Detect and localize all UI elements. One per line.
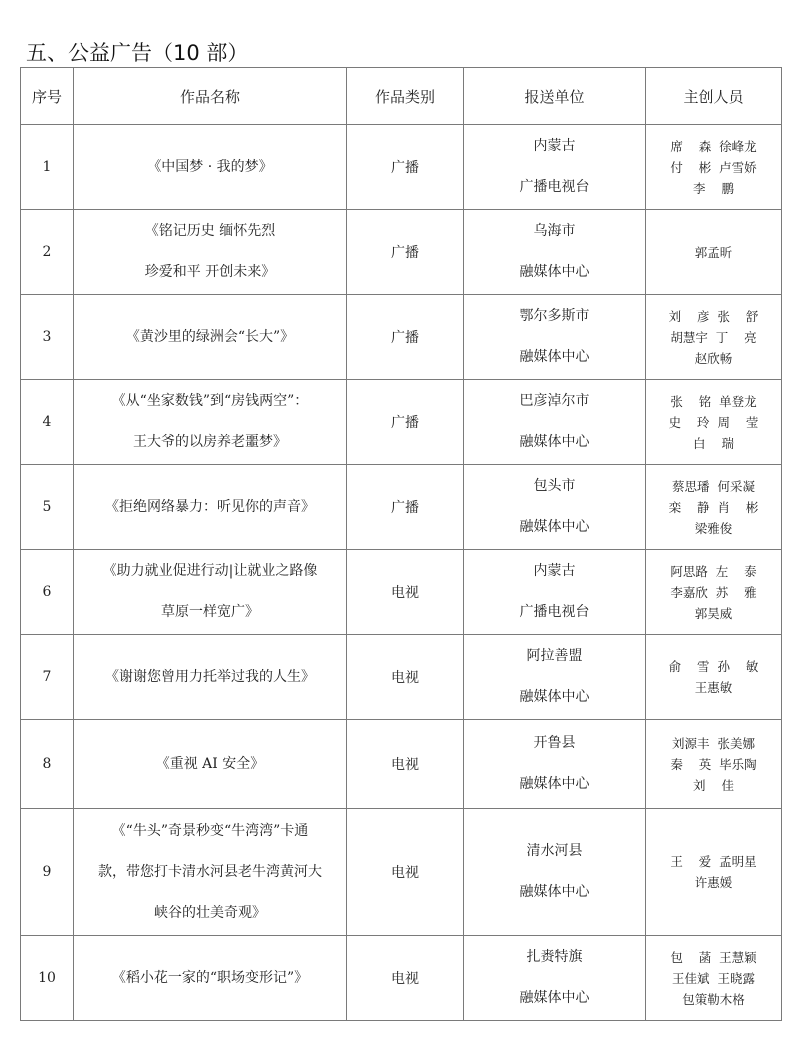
entry-people-line: 王佳斌 王晓露 <box>672 970 755 986</box>
entry-category: 广播 <box>347 465 464 550</box>
entry-unit-line: 开鲁县 <box>533 735 576 751</box>
entry-unit-line: 包头市 <box>533 478 576 494</box>
entry-category: 电视 <box>347 720 464 809</box>
entry-people-line: 刘 佳 <box>693 777 734 793</box>
entry-unit-cell <box>464 936 646 1021</box>
column-header-people: 主创人员 <box>646 68 782 125</box>
entry-people-line: 蔡思璠 何采凝 <box>672 478 755 494</box>
entry-people-cell <box>646 465 782 550</box>
entry-number: 3 <box>21 295 74 380</box>
entry-title-cell <box>74 635 347 720</box>
entry-unit-line: 融媒体中心 <box>519 884 590 900</box>
entry-unit-cell <box>464 210 646 295</box>
entry-number: 2 <box>21 210 74 295</box>
table-row <box>21 295 782 380</box>
entry-people-line: 刘源丰 张美娜 <box>672 735 755 751</box>
table-row <box>21 380 782 465</box>
entry-people-line: 郭昊威 <box>694 605 733 621</box>
entry-title-line: 草原一样宽广》 <box>161 604 259 620</box>
entry-people-cell <box>646 550 782 635</box>
entry-unit-line: 阿拉善盟 <box>526 648 583 664</box>
entry-title-line: 《铭记历史 缅怀先烈 <box>144 223 276 239</box>
entry-people-line: 王惠敏 <box>694 680 733 695</box>
table-header-row <box>21 68 782 125</box>
entry-category: 电视 <box>347 550 464 635</box>
table-row <box>21 210 782 295</box>
entry-people-cell <box>646 936 782 1021</box>
entry-people-cell <box>646 295 782 380</box>
table-row <box>21 635 782 720</box>
entry-title-line: 《“牛头”奇景秒变“牛湾湾”卡通 <box>111 822 309 839</box>
entry-category: 电视 <box>347 635 464 720</box>
entry-unit-line: 融媒体中心 <box>519 264 590 280</box>
entry-unit-cell <box>464 380 646 465</box>
entry-title-cell <box>74 125 347 210</box>
entry-unit-line: 巴彦淖尔市 <box>519 393 590 409</box>
entry-people-line: 栾 静 肖 彬 <box>668 499 759 515</box>
entry-people-line: 史 玲 周 莹 <box>668 414 759 430</box>
entry-unit-line: 鄂尔多斯市 <box>519 308 590 324</box>
entry-people-line: 梁雅俊 <box>694 520 733 536</box>
entry-unit-line: 广播电视台 <box>519 179 590 195</box>
entry-number: 1 <box>21 125 74 210</box>
entry-people-line: 赵欣畅 <box>694 350 733 366</box>
entry-people-line: 阿思路 左 泰 <box>670 563 757 579</box>
entry-people-line: 刘 彦 张 舒 <box>668 308 759 324</box>
entry-category: 电视 <box>347 809 464 936</box>
entry-title-line: 款，带您打卡清水河县老牛湾黄河大 <box>98 863 322 880</box>
section-title: 五、公益广告（10 部） <box>26 41 249 65</box>
entry-unit-line: 融媒体中心 <box>519 776 590 792</box>
entry-people-line: 俞 雪 孙 敏 <box>668 659 759 674</box>
table-row <box>21 809 782 936</box>
entry-unit-cell <box>464 635 646 720</box>
entry-people-line: 许惠媛 <box>694 875 733 890</box>
entry-people-line: 郭孟昕 <box>694 244 733 260</box>
entry-title-cell <box>74 465 347 550</box>
entry-people-cell <box>646 125 782 210</box>
entry-category: 广播 <box>347 125 464 210</box>
column-header-title: 作品名称 <box>74 68 347 125</box>
entry-unit-line: 清水河县 <box>526 843 583 859</box>
entry-title-cell <box>74 936 347 1021</box>
column-header-category: 作品类别 <box>347 68 464 125</box>
entry-title-line: 《助力就业促进行动|让就业之路像 <box>102 563 318 579</box>
entry-unit-cell <box>464 550 646 635</box>
entry-title-line: 《黄沙里的绿洲会“长大”》 <box>125 328 295 345</box>
entry-people-line: 李 鹏 <box>693 180 734 196</box>
entry-unit-cell <box>464 125 646 210</box>
entry-people-line: 张 铭 单登龙 <box>670 393 757 409</box>
table-row <box>21 125 782 210</box>
entry-number: 6 <box>21 550 74 635</box>
entry-title-line: 《从“坐家数钱”到“房钱两空”： <box>111 393 309 409</box>
entry-title-line: 峡谷的壮美奇观》 <box>154 904 266 921</box>
entry-people-cell <box>646 210 782 295</box>
column-header-number: 序号 <box>21 68 74 125</box>
entry-unit-line: 融媒体中心 <box>519 519 590 535</box>
entry-title-cell <box>74 295 347 380</box>
entry-people-cell <box>646 635 782 720</box>
table-row <box>21 550 782 635</box>
table-row <box>21 720 782 809</box>
entry-title-cell <box>74 210 347 295</box>
entry-category: 电视 <box>347 936 464 1021</box>
entry-category: 广播 <box>347 380 464 465</box>
entry-people-line: 包策勒木格 <box>682 991 745 1007</box>
entry-unit-line: 融媒体中心 <box>519 349 590 365</box>
entry-unit-line: 融媒体中心 <box>519 434 590 450</box>
entry-people-line: 付 彬 卢雪娇 <box>670 159 757 175</box>
entry-people-line: 李嘉欣 苏 雅 <box>670 584 757 600</box>
entry-unit-line: 内蒙古 <box>533 138 576 154</box>
entry-title-line: 《中国梦 · 我的梦》 <box>147 158 273 175</box>
entry-unit-cell <box>464 465 646 550</box>
table-row <box>21 936 782 1021</box>
entry-people-line: 包 菡 王慧颖 <box>670 949 757 965</box>
entry-unit-line: 乌海市 <box>533 223 576 239</box>
entry-title-cell <box>74 809 347 936</box>
entry-people-cell <box>646 720 782 809</box>
award-table <box>20 67 782 1021</box>
entry-people-cell <box>646 809 782 936</box>
entry-people-line: 秦 英 毕乐陶 <box>670 756 757 772</box>
entry-title-cell <box>74 720 347 809</box>
entry-title-line: 《谢谢您曾用力托举过我的人生》 <box>105 668 315 685</box>
entry-unit-line: 广播电视台 <box>519 604 590 620</box>
entry-title-line: 王大爷的以房养老噩梦》 <box>133 434 287 450</box>
entry-category: 广播 <box>347 210 464 295</box>
entry-number: 8 <box>21 720 74 809</box>
entry-unit-cell <box>464 295 646 380</box>
entry-title-line: 珍爱和平 开创未来》 <box>144 264 276 280</box>
entry-number: 7 <box>21 635 74 720</box>
entry-people-cell <box>646 380 782 465</box>
entry-category: 广播 <box>347 295 464 380</box>
entry-number: 5 <box>21 465 74 550</box>
entry-unit-cell <box>464 720 646 809</box>
entry-title-line: 《稻小花一家的“职场变形记”》 <box>111 969 309 986</box>
entry-number: 9 <box>21 809 74 936</box>
entry-people-line: 白 瑞 <box>693 435 734 451</box>
entry-unit-line: 融媒体中心 <box>519 990 590 1006</box>
column-header-unit: 报送单位 <box>464 68 646 125</box>
entry-title-line: 《重视 AI 安全》 <box>155 755 265 772</box>
entry-title-line: 《拒绝网络暴力：听见你的声音》 <box>105 498 315 515</box>
entry-title-cell <box>74 550 347 635</box>
entry-unit-line: 扎赉特旗 <box>526 949 583 965</box>
entry-unit-line: 融媒体中心 <box>519 689 590 705</box>
entry-number: 4 <box>21 380 74 465</box>
entry-people-line: 胡慧宇 丁 亮 <box>670 329 757 345</box>
entry-people-line: 席 森 徐峰龙 <box>670 138 757 154</box>
entry-people-line: 王 爱 孟明星 <box>670 854 757 869</box>
entry-number: 10 <box>21 936 74 1021</box>
entry-title-cell <box>74 380 347 465</box>
table-row <box>21 465 782 550</box>
entry-unit-cell <box>464 809 646 936</box>
entry-unit-line: 内蒙古 <box>533 563 576 579</box>
